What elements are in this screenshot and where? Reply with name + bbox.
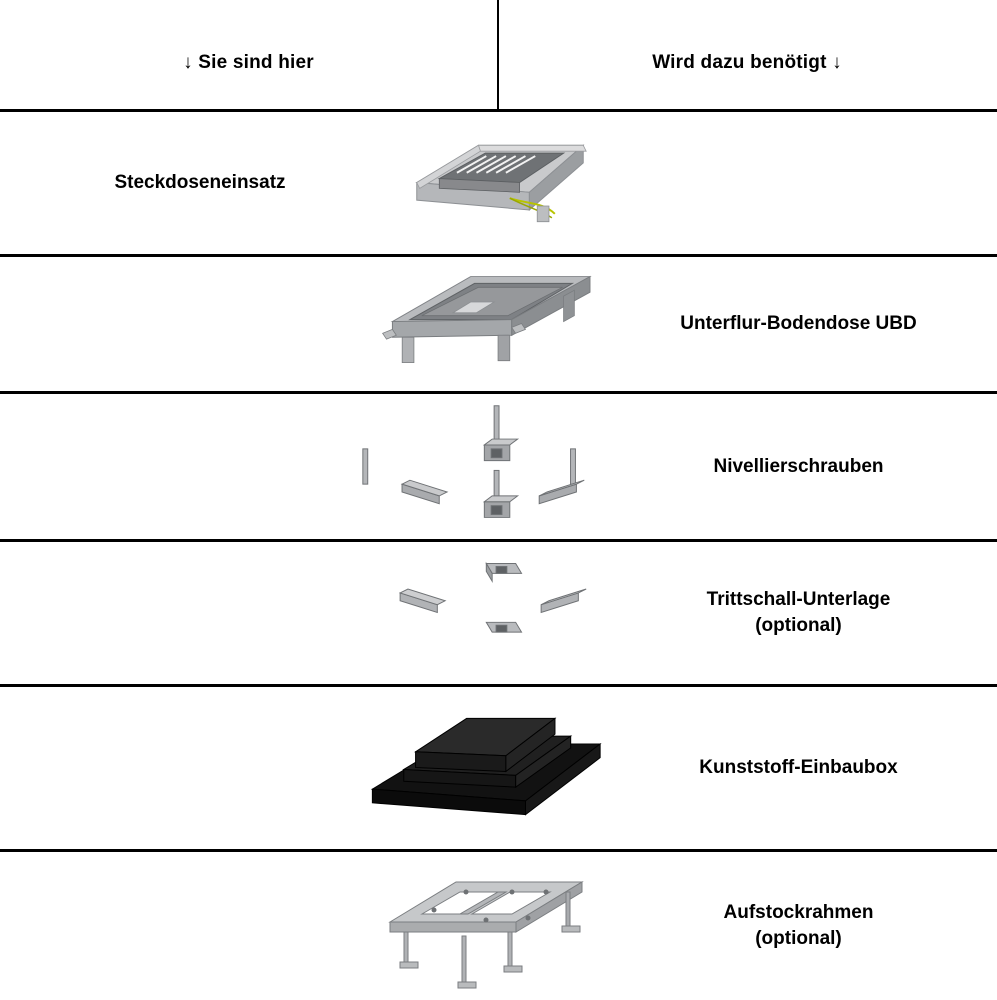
levelling-screws-illustration: [360, 394, 640, 539]
table-row-floor-box: [0, 257, 997, 394]
header-also-required: Wird dazu benötigt ↓: [652, 52, 842, 73]
underfloor-floor-box-illustration: [360, 257, 640, 391]
table-row-socket-insert: [0, 112, 997, 257]
table-header: [0, 0, 997, 112]
row-label-impact-sound-pad: [600, 542, 997, 684]
row-label-socket-insert: Steckdoseneinsatz: [114, 172, 286, 194]
table-row-plastic-box: [0, 687, 997, 852]
table-row-extension-frame: [0, 852, 997, 1000]
row-label-floor-box: Unterflur-Bodendose UBD: [680, 313, 917, 335]
plastic-installation-box-illustration: [360, 687, 640, 849]
row-label-impact-sound-pad-line2: (optional): [755, 615, 842, 636]
row-label-impact-sound-pad-line1: Trittschall-Unterlage: [706, 589, 891, 611]
row-label-levelling-screws: Nivellierschrauben: [713, 455, 884, 477]
row-label-extension-frame: [600, 852, 997, 1000]
row-label-plastic-box: Kunststoff-Einbaubox: [699, 757, 898, 779]
header-you-are-here: ↓ Sie sind hier: [183, 52, 314, 73]
row-label-extension-frame-line2: (optional): [755, 928, 842, 949]
table-row-levelling-screws: [0, 394, 997, 542]
table-row-impact-sound-pad: [0, 542, 997, 687]
impact-sound-pad-illustration: [360, 542, 640, 684]
row-label-extension-frame-line1: Aufstockrahmen: [723, 902, 874, 924]
socket-insert-illustration: [360, 112, 640, 254]
extension-frame-illustration: [360, 852, 640, 1000]
